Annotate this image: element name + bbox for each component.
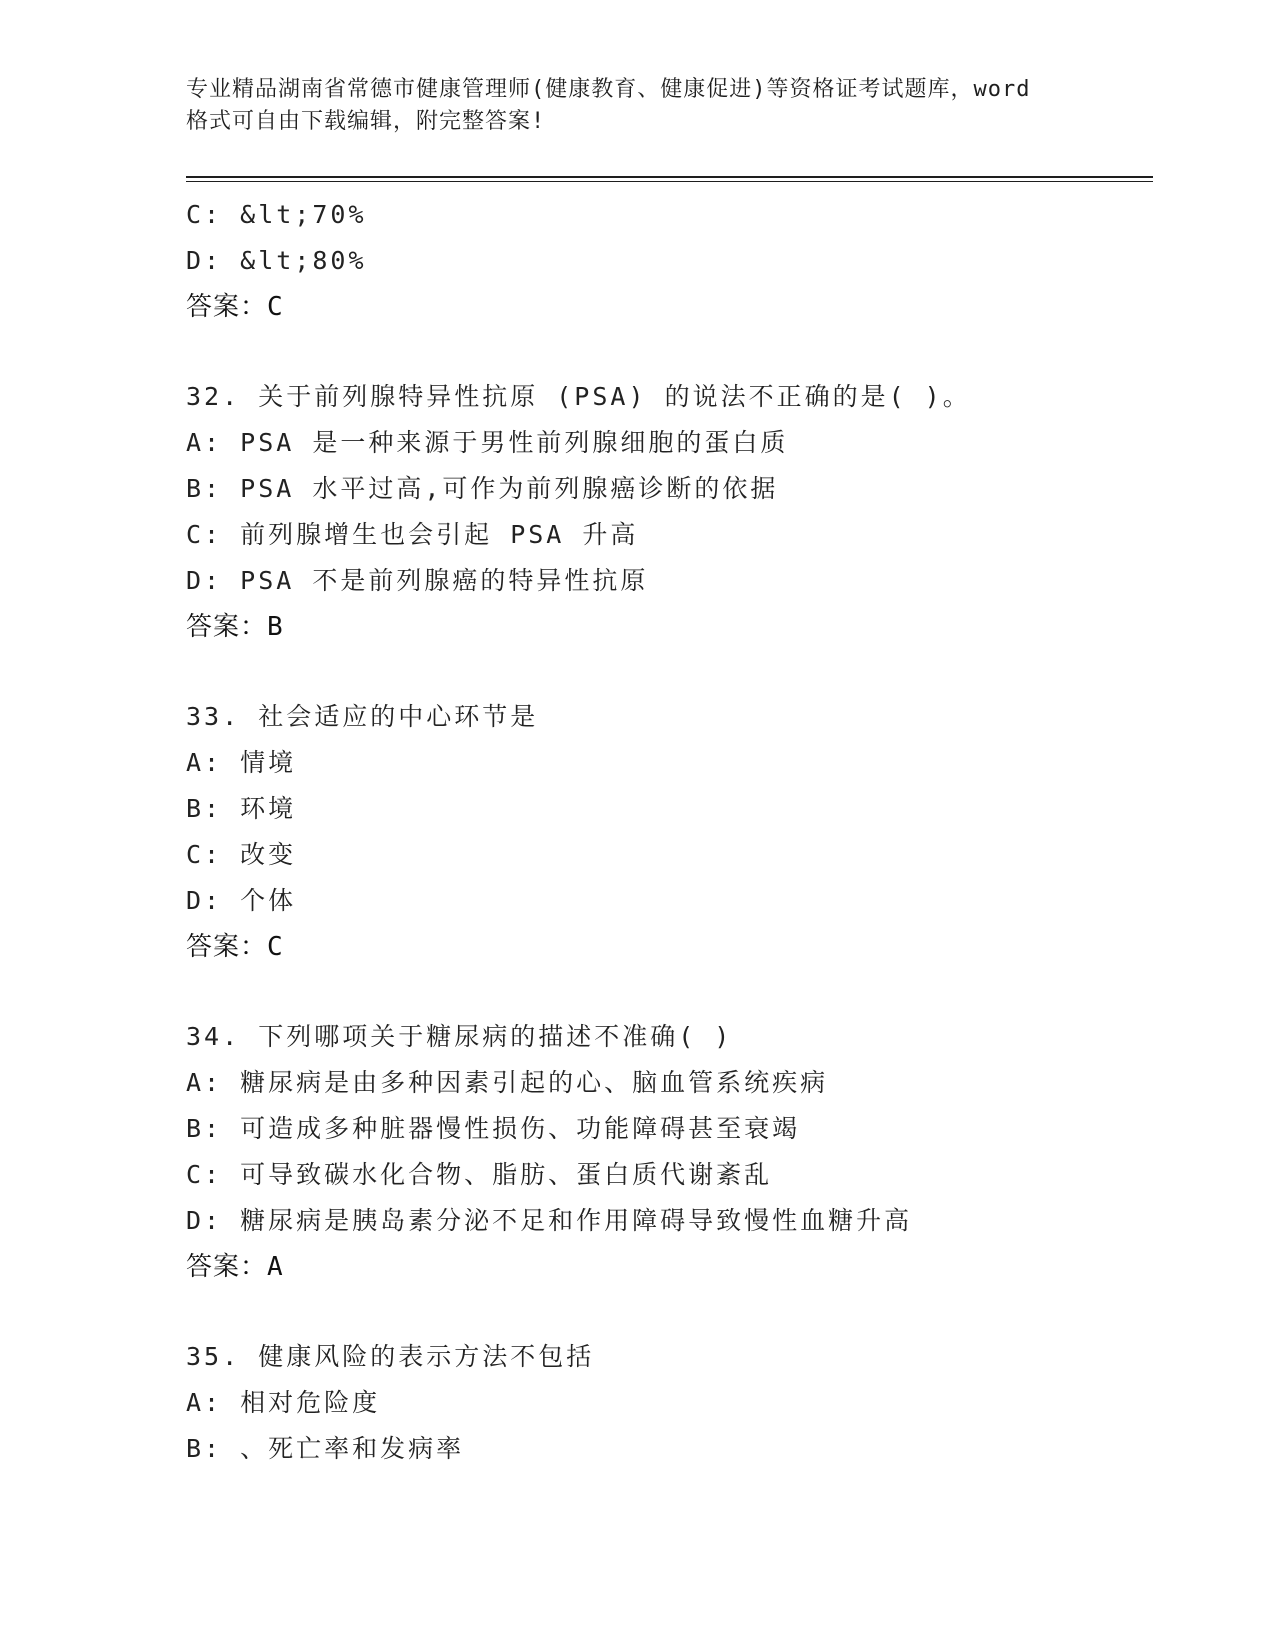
answer-label: 答案： [186, 932, 268, 962]
option-b: B: 可造成多种脏器慢性损伤、功能障碍甚至衰竭 [186, 1114, 801, 1143]
question-stem: 34. 下列哪项关于糖尿病的描述不准确( ) [186, 1022, 733, 1051]
option-d: D: 个体 [186, 886, 297, 915]
option-b: B: 环境 [186, 794, 297, 823]
option-c: C: 前列腺增生也会引起 PSA 升高 [186, 520, 639, 549]
question-list [186, 192, 1146, 1472]
answer-label: 答案： [186, 292, 268, 322]
option-d: D: &lt;80% [186, 246, 367, 275]
answer-line [186, 284, 1146, 330]
answer-value: C [267, 932, 284, 962]
option-a: A: 糖尿病是由多种因素引起的心、脑血管系统疾病 [186, 1068, 829, 1097]
answer-value: A [267, 1252, 284, 1282]
header-rule-thin [186, 181, 1153, 182]
answer-label: 答案： [186, 1252, 268, 1282]
question-stem: 33. 社会适应的中心环节是 [186, 702, 539, 731]
question-33 [186, 694, 1146, 970]
answer-label: 答案： [186, 612, 268, 642]
question-35 [186, 1334, 1146, 1472]
answer-line [186, 924, 1146, 970]
option-a: A: 情境 [186, 748, 297, 777]
header-line-1: 专业精品湖南省常德市健康管理师(健康教育、健康促进)等资格证考试题库，word [186, 77, 1031, 102]
option-a: A: 相对危险度 [186, 1388, 381, 1417]
option-c: C: 可导致碳水化合物、脂肪、蛋白质代谢紊乱 [186, 1160, 773, 1189]
option-c: C: &lt;70% [186, 200, 367, 229]
option-d: D: PSA 不是前列腺癌的特异性抗原 [186, 566, 649, 595]
answer-line [186, 604, 1146, 650]
spacer [186, 650, 1146, 694]
option-d: D: 糖尿病是胰岛素分泌不足和作用障碍导致慢性血糖升高 [186, 1206, 913, 1235]
spacer [186, 970, 1146, 1014]
question-34 [186, 1014, 1146, 1290]
option-b: B: 、死亡率和发病率 [186, 1434, 465, 1463]
question-32 [186, 374, 1146, 650]
option-b: B: PSA 水平过高,可作为前列腺癌诊断的依据 [186, 474, 779, 503]
header-rule-thick [186, 176, 1153, 178]
header-line-2: 格式可自由下载编辑，附完整答案! [186, 109, 546, 134]
question-stem: 32. 关于前列腺特异性抗原 (PSA) 的说法不正确的是( )。 [186, 382, 971, 411]
answer-value: B [267, 612, 284, 642]
option-c: C: 改变 [186, 840, 297, 869]
answer-value: C [267, 292, 284, 322]
option-a: A: PSA 是一种来源于男性前列腺细胞的蛋白质 [186, 428, 789, 457]
spacer [186, 330, 1146, 374]
answer-line [186, 1244, 1146, 1290]
question-31-fragment [186, 192, 1146, 330]
question-stem: 35. 健康风险的表示方法不包括 [186, 1342, 595, 1371]
document-header [186, 74, 1086, 138]
spacer [186, 1290, 1146, 1334]
